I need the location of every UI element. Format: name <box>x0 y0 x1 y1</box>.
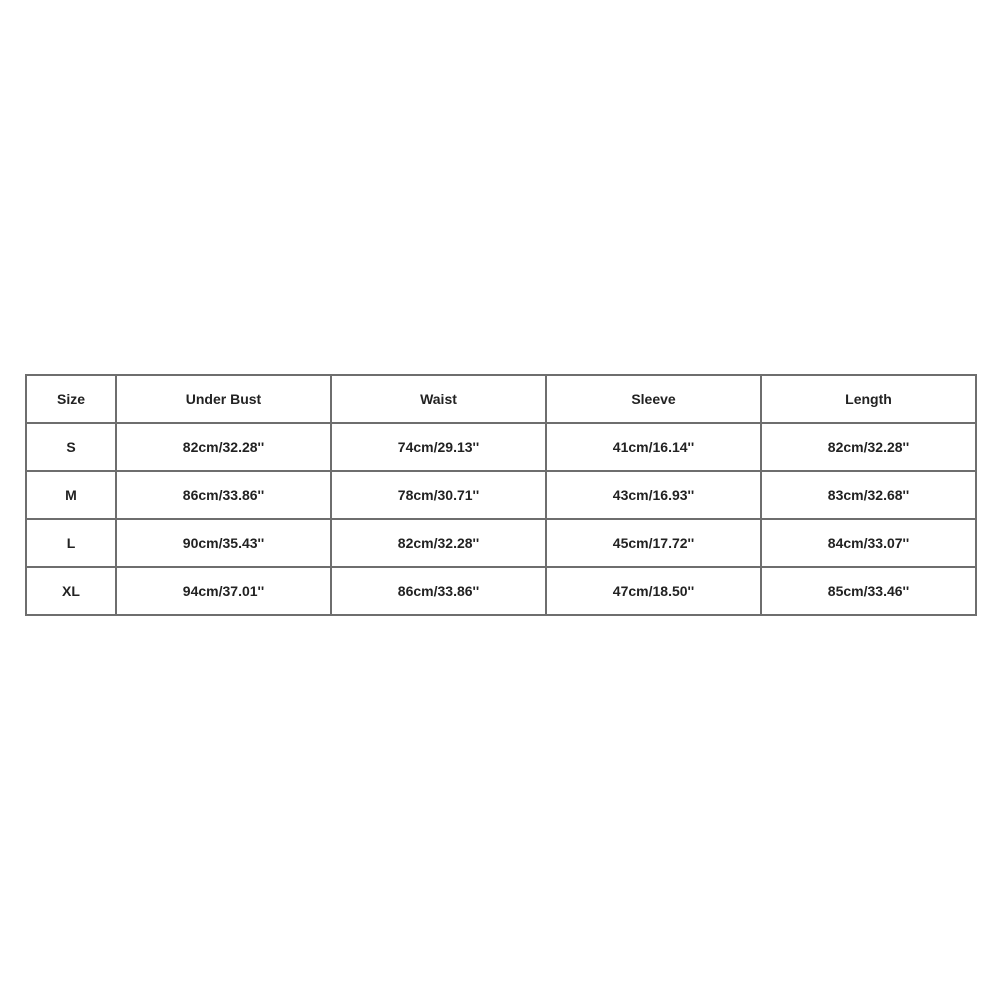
header-sleeve: Sleeve <box>546 375 761 423</box>
size-chart-table <box>25 374 977 616</box>
cell-size: L <box>26 519 116 567</box>
cell-size: S <box>26 423 116 471</box>
cell-length: 85cm/33.46'' <box>761 567 976 615</box>
cell-under-bust: 86cm/33.86'' <box>116 471 331 519</box>
cell-sleeve: 43cm/16.93'' <box>546 471 761 519</box>
header-length: Length <box>761 375 976 423</box>
cell-waist: 78cm/30.71'' <box>331 471 546 519</box>
cell-length: 82cm/32.28'' <box>761 423 976 471</box>
cell-sleeve: 45cm/17.72'' <box>546 519 761 567</box>
table-row <box>26 567 976 615</box>
cell-under-bust: 82cm/32.28'' <box>116 423 331 471</box>
table-row <box>26 423 976 471</box>
cell-length: 83cm/32.68'' <box>761 471 976 519</box>
cell-waist: 74cm/29.13'' <box>331 423 546 471</box>
cell-size: M <box>26 471 116 519</box>
cell-sleeve: 47cm/18.50'' <box>546 567 761 615</box>
cell-size: XL <box>26 567 116 615</box>
header-row <box>26 375 976 423</box>
cell-length: 84cm/33.07'' <box>761 519 976 567</box>
header-size: Size <box>26 375 116 423</box>
cell-sleeve: 41cm/16.14'' <box>546 423 761 471</box>
table-row <box>26 519 976 567</box>
cell-waist: 86cm/33.86'' <box>331 567 546 615</box>
header-waist: Waist <box>331 375 546 423</box>
cell-waist: 82cm/32.28'' <box>331 519 546 567</box>
cell-under-bust: 90cm/35.43'' <box>116 519 331 567</box>
table-row <box>26 471 976 519</box>
cell-under-bust: 94cm/37.01'' <box>116 567 331 615</box>
header-under-bust: Under Bust <box>116 375 331 423</box>
